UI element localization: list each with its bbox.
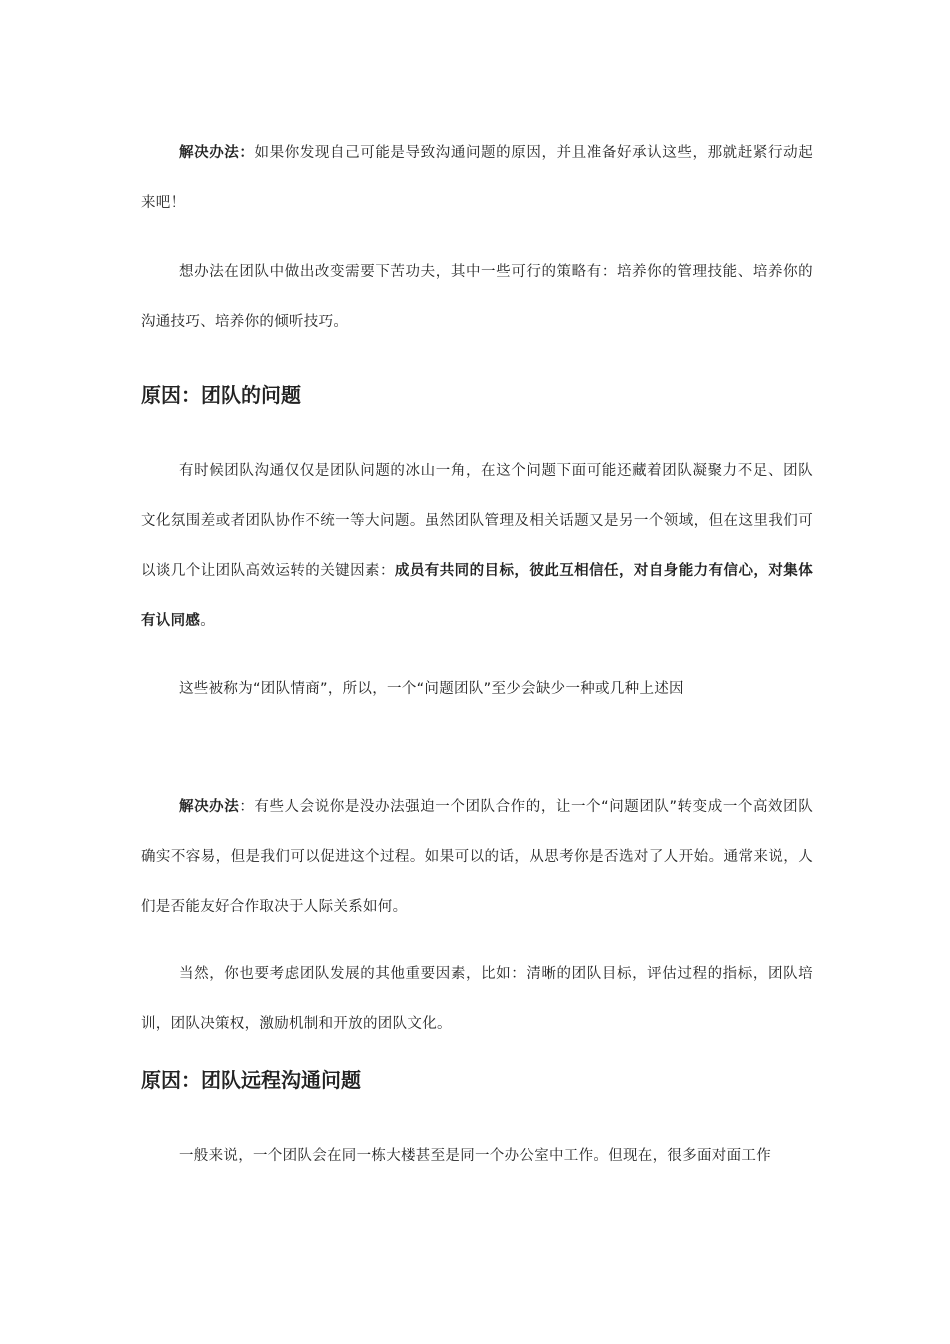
solution-label-1: 解决办法： bbox=[179, 145, 255, 161]
team-problem-end: 。 bbox=[200, 613, 216, 629]
section-heading-remote-communication: 原因：团队远程沟通问题 bbox=[141, 1068, 361, 1092]
remote-communication-paragraph bbox=[141, 1131, 813, 1181]
solution-label-2: 解决办法 bbox=[179, 799, 240, 815]
team-factors-paragraph bbox=[141, 949, 813, 1049]
team-factors-text: 当然，你也要考虑团队发展的其他重要因素，比如：清晰的团队目标，评估过程的指标，团队培训，团队决策权，激励机制和开放的团队文化。 bbox=[141, 966, 813, 1032]
team-problem-paragraph bbox=[141, 446, 813, 646]
solution-text-1: 如果你发现自己可能是导致沟通问题的原因，并且准备好承认这些，那就赶紧行动起来吧！ bbox=[141, 145, 813, 211]
team-problem-key-factors: 成员有共同的目标，彼此互相信任，对自身能力有信心，对集体有认同感 bbox=[141, 563, 813, 629]
solution-text-2: ：有些人会说你是没办法强迫一个团队合作的，让一个“问题团队”转变成一个高效团队确实不容易，但是我们可以促进这个过程。如果可以的话，从思考你是否选对了人开始。通常来说，人们是否能友好合作取决于人际关系如何。 bbox=[141, 799, 813, 915]
section-heading-team-problem: 原因：团队的问题 bbox=[141, 383, 301, 407]
team-eq-paragraph bbox=[141, 664, 813, 714]
solution-paragraph-1 bbox=[141, 128, 813, 228]
team-eq-text: 这些被称为“团队情商”，所以，一个“问题团队”至少会缺少一种或几种上述因 bbox=[179, 681, 684, 697]
team-problem-text: 有时候团队沟通仅仅是团队问题的冰山一角，在这个问题下面可能还藏着团队凝聚力不足、团队文化氛围差或者团队协作不统一等大问题。虽然团队管理及相关话题又是另一个领域，但在这里我们可以谈几个让团队高效运转的关键因素： bbox=[141, 463, 813, 579]
solution-paragraph-2 bbox=[141, 782, 813, 932]
remote-communication-text: 一般来说，一个团队会在同一栋大楼甚至是同一个办公室中工作。但现在，很多面对面工作 bbox=[179, 1148, 771, 1164]
strategy-text: 想办法在团队中做出改变需要下苦功夫，其中一些可行的策略有：培养你的管理技能、培养你的沟通技巧、培养你的倾听技巧。 bbox=[141, 264, 813, 330]
strategy-paragraph bbox=[141, 247, 813, 347]
